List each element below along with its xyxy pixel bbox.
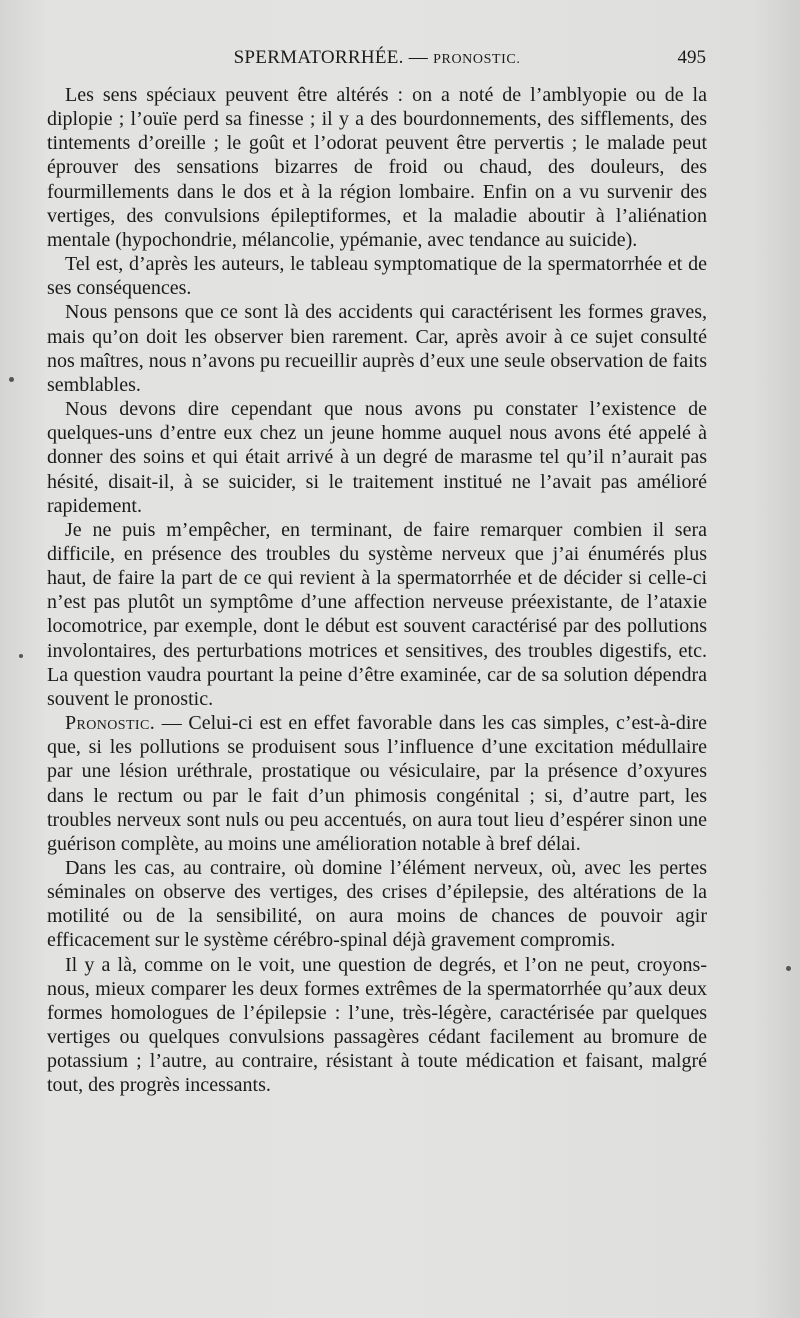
chapter-title: SPERMATORRHÉE. xyxy=(233,47,404,68)
paragraph-pronostic xyxy=(47,711,707,856)
title-separator: — xyxy=(408,47,429,68)
paragraph: Tel est, d’après les auteurs, le tableau symptomatique de la spermatorrhée et de ses conséquences. xyxy=(47,253,707,300)
section-title: PRONOSTIC. xyxy=(433,52,521,67)
section-lead: Pronostic. xyxy=(65,712,156,735)
paragraph: Nous devons dire cependant que nous avons pu constater l’existence de quelques-uns d’entre eux chez un jeune homme auquel nous avons été appelé à donner des soins et qui était arrivé à un degré de marasme tel qu’il n’aurait pas hésité, disait-il, à se suicider, si le traitement institué ne l’avait pas amélioré rapidement. xyxy=(47,398,707,517)
paragraph: Je ne puis m’empêcher, en terminant, de faire remarquer combien il sera difficile, en présence des troubles du système nerveux que j’ai énumérés plus haut, de faire la part de ce qui revient à la spermatorrhée et de décider si celle-ci n’est pas plutôt un symptôme d’une affection nerveuse préexistante, de l’ataxie locomotrice, par exemple, dont le début est souvent caractérisé par des pollutions involontaires, des perturbations motrices et sensitives, des troubles digestifs, etc. La question vaudra pourtant la peine d’être examinée, car de sa solution dépendra souvent le pronostic. xyxy=(47,518,707,710)
running-head xyxy=(48,47,706,73)
paragraph: Nous pensons que ce sont là des accidents qui caractérisent les formes graves, mais qu’on doit les observer bien rarement. Car, après avoir à ce sujet consulté nos maîtres, nous n’avons pu recueillir auprès d’eux une seule observation de faits semblables. xyxy=(47,301,707,396)
ink-speck xyxy=(786,966,791,971)
ink-speck xyxy=(19,654,23,658)
running-head-title xyxy=(48,47,706,69)
page-number: 495 xyxy=(677,47,706,68)
paragraph: Dans les cas, au contraire, où domine l’élément nerveux, où, avec les pertes séminales on observe des vertiges, des crises d’épilepsie, des altérations de la motilité ou de la sensibilité, on aura moins de chances de pouvoir agir efficacement sur le système cérébro-spinal déjà gravement compromis. xyxy=(47,857,707,952)
paragraph-text: — Celui-ci est en effet favorable dans les cas simples, c’est-à-dire que, si les pollutions se produisent sous l’influence d’une excitation médullaire par une lésion uréthrale, prostatique ou vésiculaire, par la présence d’oxyures dans le rectum ou par le fait d’un phimosis congénital ; si, d’autre part, les troubles nerveux sont nuls ou peu accentués, on aura tout lieu d’espérer sinon une guérison complète, au moins une amélioration notable à bref délai. xyxy=(47,712,707,855)
body-text xyxy=(47,83,707,1098)
paragraph: Il y a là, comme on le voit, une question de degrés, et l’on ne peut, croyons-nous, mieux comparer les deux formes extrêmes de la spermatorrhée qu’aux deux formes homologues de l’épilepsie : l’une, très-légère, caractérisée par quelques vertiges ou quelques convulsions passagères cédant facilement au bromure de potassium ; l’autre, au contraire, résistant à toute médication et faisant, malgré tout, des progrès incessants. xyxy=(47,953,707,1097)
ink-speck xyxy=(9,377,14,382)
paragraph: Les sens spéciaux peuvent être altérés : on a noté de l’amblyopie ou de la diplopie ; l’ouïe perd sa finesse ; il y a des bourdonnements, des sifflements, des tintements d’oreille ; le goût et l’odorat peuvent être pervertis ; le malade peut éprouver des sensations bizarres de froid ou chaud, des douleurs, des fourmillements dans le dos et à la région lombaire. Enfin on a vu survenir des vertiges, des convulsions épileptiformes, et la maladie aboutir à l’aliénation mentale (hypochondrie, mélancolie, ypémanie, avec tendance au suicide). xyxy=(47,84,707,251)
